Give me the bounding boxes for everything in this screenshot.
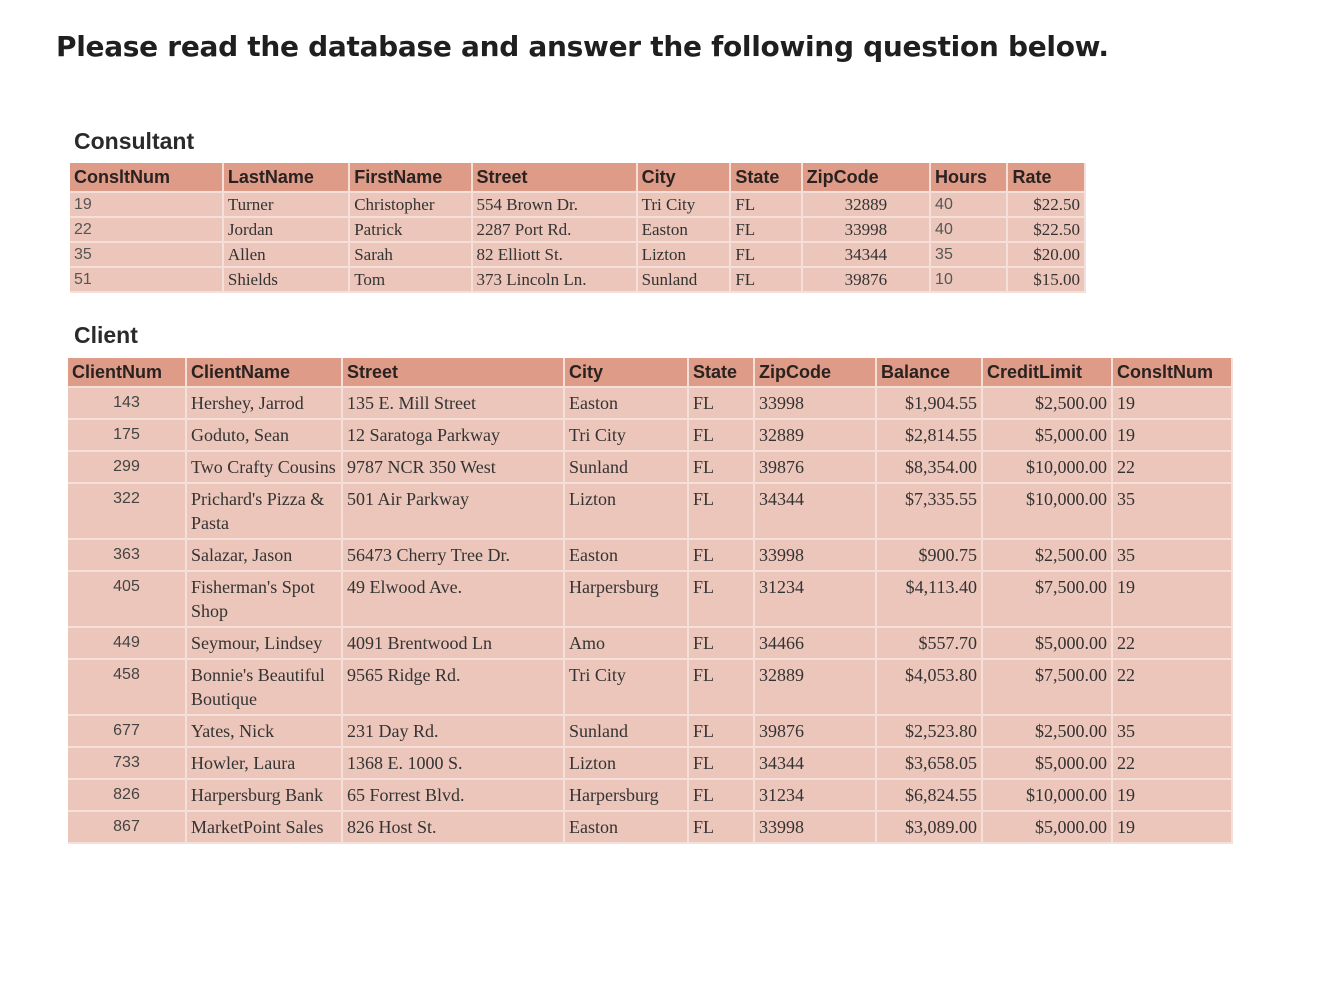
client-cell-creditlimit: $2,500.00 [982,715,1112,747]
client-cell-balance: $7,335.55 [876,483,982,539]
client-cell-consltnum: 19 [1112,387,1232,419]
consultant-cell-street: 2287 Port Rd. [472,217,637,242]
consultant-cell-zipcode: 34344 [802,242,930,267]
client-cell-city: Tri City [564,419,688,451]
client-cell-city: Lizton [564,483,688,539]
consultant-cell-city: Easton [637,217,731,242]
consultant-cell-state: FL [730,217,801,242]
client-cell-consltnum: 22 [1112,659,1232,715]
client-cell-state: FL [688,627,754,659]
client-cell-city: Amo [564,627,688,659]
client-col-state: State [688,358,754,387]
client-cell-street: 4091 Brentwood Ln [342,627,564,659]
client-cell-creditlimit: $10,000.00 [982,779,1112,811]
consultant-col-firstname: FirstName [349,163,471,192]
consultant-cell-rate: $20.00 [1007,242,1085,267]
client-cell-clientname: Salazar, Jason [186,539,342,571]
client-cell-zipcode: 31234 [754,779,876,811]
consultant-cell-rate: $15.00 [1007,267,1085,292]
table-row [68,779,1232,811]
client-table-caption: Client [74,322,138,348]
client-cell-consltnum: 35 [1112,539,1232,571]
consultant-cell-rate: $22.50 [1007,217,1085,242]
consultant-cell-firstname: Tom [349,267,471,292]
client-cell-street: 1368 E. 1000 S. [342,747,564,779]
client-cell-state: FL [688,747,754,779]
client-cell-clientname: Hershey, Jarrod [186,387,342,419]
client-cell-balance: $3,089.00 [876,811,982,843]
client-cell-consltnum: 19 [1112,571,1232,627]
client-cell-balance: $4,053.80 [876,659,982,715]
client-cell-city: Tri City [564,659,688,715]
client-cell-consltnum: 22 [1112,451,1232,483]
client-cell-zipcode: 34344 [754,747,876,779]
client-body [68,387,1232,843]
consultant-cell-street: 554 Brown Dr. [472,192,637,217]
table-row [68,715,1232,747]
consultant-col-lastname: LastName [223,163,349,192]
consultant-cell-consltnum: 35 [70,242,223,267]
client-cell-zipcode: 33998 [754,539,876,571]
client-cell-balance: $1,904.55 [876,387,982,419]
client-cell-city: Sunland [564,715,688,747]
client-cell-balance: $557.70 [876,627,982,659]
client-cell-creditlimit: $5,000.00 [982,419,1112,451]
client-cell-balance: $3,658.05 [876,747,982,779]
consultant-table-caption: Consultant [74,128,195,154]
client-cell-creditlimit: $2,500.00 [982,387,1112,419]
client-cell-creditlimit: $5,000.00 [982,811,1112,843]
client-cell-clientname: Yates, Nick [186,715,342,747]
client-cell-zipcode: 31234 [754,571,876,627]
client-cell-creditlimit: $5,000.00 [982,627,1112,659]
client-cell-street: 56473 Cherry Tree Dr. [342,539,564,571]
client-cell-clientname: MarketPoint Sales [186,811,342,843]
client-cell-street: 65 Forrest Blvd. [342,779,564,811]
table-row [68,811,1232,843]
consultant-cell-consltnum: 19 [70,192,223,217]
client-cell-clientname: Prichard's Pizza & Pasta [186,483,342,539]
consultant-cell-lastname: Shields [223,267,349,292]
client-cell-state: FL [688,539,754,571]
table-row [68,451,1232,483]
client-cell-state: FL [688,659,754,715]
client-cell-creditlimit: $7,500.00 [982,571,1112,627]
table-row [68,571,1232,627]
client-cell-clientname: Seymour, Lindsey [186,627,342,659]
table-row [68,659,1232,715]
client-cell-street: 231 Day Rd. [342,715,564,747]
table-row [70,242,1085,267]
client-cell-clientname: Bonnie's Beautiful Boutique [186,659,342,715]
client-cell-state: FL [688,779,754,811]
consultant-cell-zipcode: 33998 [802,217,930,242]
consultant-cell-city: Tri City [637,192,731,217]
client-col-clientnum: ClientNum [68,358,186,387]
client-table [68,358,1233,844]
client-cell-state: FL [688,715,754,747]
client-cell-creditlimit: $10,000.00 [982,483,1112,539]
client-cell-street: 135 E. Mill Street [342,387,564,419]
client-cell-clientnum: 143 [68,387,186,419]
client-col-balance: Balance [876,358,982,387]
client-cell-consltnum: 22 [1112,747,1232,779]
client-cell-zipcode: 33998 [754,811,876,843]
client-cell-balance: $2,523.80 [876,715,982,747]
consultant-cell-lastname: Turner [223,192,349,217]
client-cell-clientname: Harpersburg Bank [186,779,342,811]
client-cell-clientnum: 458 [68,659,186,715]
client-cell-state: FL [688,483,754,539]
consultant-cell-rate: $22.50 [1007,192,1085,217]
consultant-cell-lastname: Jordan [223,217,349,242]
table-row [68,539,1232,571]
consultant-cell-firstname: Christopher [349,192,471,217]
client-cell-consltnum: 19 [1112,811,1232,843]
client-cell-city: Harpersburg [564,779,688,811]
client-cell-clientname: Two Crafty Cousins [186,451,342,483]
consultant-col-street: Street [472,163,637,192]
client-cell-clientname: Howler, Laura [186,747,342,779]
client-cell-consltnum: 35 [1112,715,1232,747]
consultant-cell-zipcode: 39876 [802,267,930,292]
client-cell-zipcode: 33998 [754,387,876,419]
client-cell-clientnum: 733 [68,747,186,779]
client-cell-consltnum: 19 [1112,419,1232,451]
table-row [68,483,1232,539]
client-cell-creditlimit: $7,500.00 [982,659,1112,715]
client-cell-zipcode: 32889 [754,419,876,451]
client-col-clientname: ClientName [186,358,342,387]
consultant-cell-zipcode: 32889 [802,192,930,217]
client-col-creditlimit: CreditLimit [982,358,1112,387]
client-cell-street: 826 Host St. [342,811,564,843]
client-col-street: Street [342,358,564,387]
consultant-cell-street: 373 Lincoln Ln. [472,267,637,292]
client-cell-creditlimit: $10,000.00 [982,451,1112,483]
client-cell-city: Harpersburg [564,571,688,627]
consultant-cell-state: FL [730,267,801,292]
consultant-col-zipcode: ZipCode [802,163,930,192]
consultant-table [70,163,1086,293]
client-col-consltnum: ConsltNum [1112,358,1232,387]
consultant-cell-firstname: Sarah [349,242,471,267]
consultant-header [70,163,1085,192]
table-row [68,627,1232,659]
client-cell-street: 501 Air Parkway [342,483,564,539]
consultant-cell-hours: 40 [930,192,1007,217]
client-col-zipcode: ZipCode [754,358,876,387]
client-cell-clientnum: 299 [68,451,186,483]
consultant-cell-hours: 35 [930,242,1007,267]
table-row [68,747,1232,779]
client-cell-balance: $6,824.55 [876,779,982,811]
table-row [68,419,1232,451]
client-cell-consltnum: 35 [1112,483,1232,539]
client-cell-zipcode: 39876 [754,715,876,747]
consultant-cell-hours: 40 [930,217,1007,242]
client-cell-balance: $4,113.40 [876,571,982,627]
consultant-cell-consltnum: 22 [70,217,223,242]
client-cell-state: FL [688,419,754,451]
client-col-city: City [564,358,688,387]
table-row [70,192,1085,217]
client-cell-creditlimit: $5,000.00 [982,747,1112,779]
client-cell-clientnum: 867 [68,811,186,843]
client-cell-zipcode: 32889 [754,659,876,715]
client-cell-consltnum: 19 [1112,779,1232,811]
consultant-cell-hours: 10 [930,267,1007,292]
client-cell-street: 9565 Ridge Rd. [342,659,564,715]
consultant-body [70,192,1085,292]
client-cell-city: Easton [564,811,688,843]
client-cell-state: FL [688,387,754,419]
consultant-cell-city: Lizton [637,242,731,267]
client-cell-city: Lizton [564,747,688,779]
table-row [70,217,1085,242]
consultant-header-row [70,163,1085,192]
client-cell-city: Sunland [564,451,688,483]
client-cell-city: Easton [564,387,688,419]
consultant-col-consltnum: ConsltNum [70,163,223,192]
client-cell-state: FL [688,571,754,627]
consultant-col-rate: Rate [1007,163,1085,192]
client-cell-clientnum: 405 [68,571,186,627]
client-cell-zipcode: 34466 [754,627,876,659]
client-cell-state: FL [688,451,754,483]
client-cell-balance: $8,354.00 [876,451,982,483]
client-header [68,358,1232,387]
client-cell-balance: $2,814.55 [876,419,982,451]
consultant-cell-lastname: Allen [223,242,349,267]
consultant-cell-consltnum: 51 [70,267,223,292]
consultant-col-state: State [730,163,801,192]
client-header-row [68,358,1232,387]
client-cell-city: Easton [564,539,688,571]
consultant-cell-city: Sunland [637,267,731,292]
client-cell-zipcode: 34344 [754,483,876,539]
client-cell-clientname: Goduto, Sean [186,419,342,451]
consultant-cell-state: FL [730,242,801,267]
client-cell-clientnum: 322 [68,483,186,539]
client-cell-zipcode: 39876 [754,451,876,483]
client-cell-clientnum: 363 [68,539,186,571]
table-row [68,387,1232,419]
client-cell-consltnum: 22 [1112,627,1232,659]
consultant-col-hours: Hours [930,163,1007,192]
client-cell-clientnum: 826 [68,779,186,811]
client-cell-balance: $900.75 [876,539,982,571]
client-cell-creditlimit: $2,500.00 [982,539,1112,571]
consultant-cell-street: 82 Elliott St. [472,242,637,267]
client-cell-street: 9787 NCR 350 West [342,451,564,483]
table-row [70,267,1085,292]
client-cell-street: 49 Elwood Ave. [342,571,564,627]
page-heading: Please read the database and answer the following question below. [56,30,1109,63]
client-cell-clientname: Fisherman's Spot Shop [186,571,342,627]
client-cell-state: FL [688,811,754,843]
consultant-col-city: City [637,163,731,192]
client-cell-clientnum: 175 [68,419,186,451]
consultant-cell-firstname: Patrick [349,217,471,242]
client-cell-clientnum: 449 [68,627,186,659]
client-cell-street: 12 Saratoga Parkway [342,419,564,451]
client-cell-clientnum: 677 [68,715,186,747]
consultant-cell-state: FL [730,192,801,217]
